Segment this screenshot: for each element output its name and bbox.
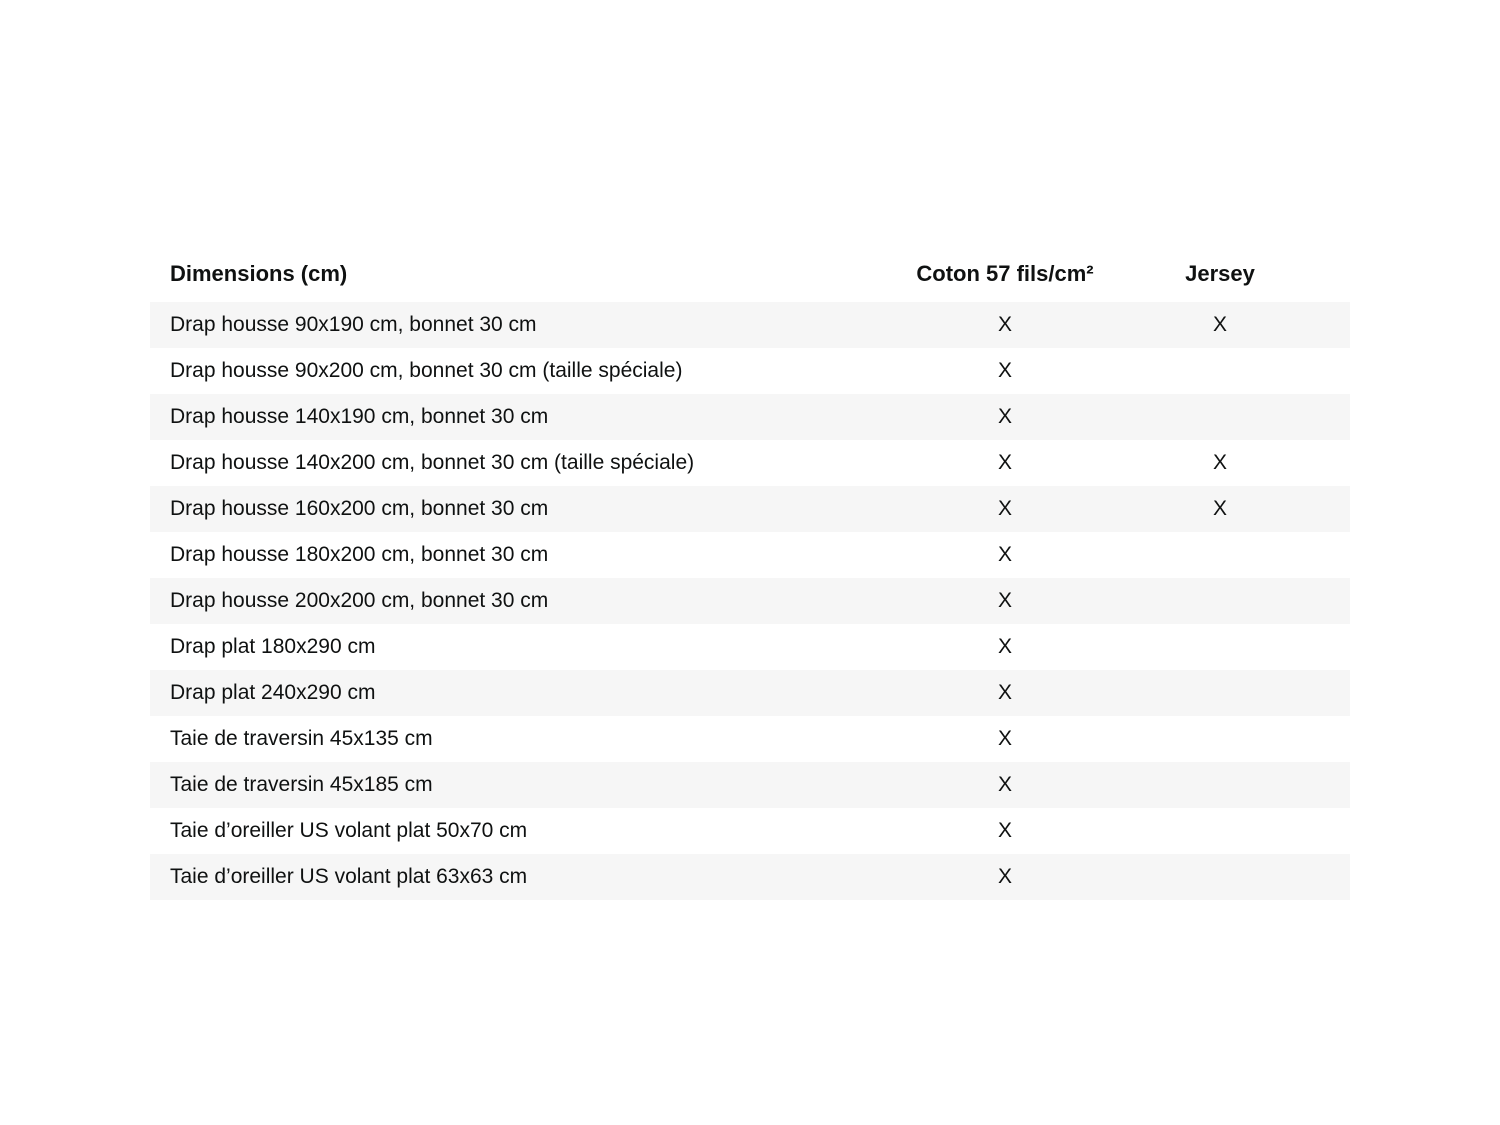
size-comparison-table (150, 246, 1350, 900)
jersey-mark-cell: X (1212, 313, 1227, 336)
table-row (150, 854, 1350, 900)
table-row (150, 348, 1350, 394)
spacer-cell (1290, 440, 1350, 486)
dimension-cell: Taie d’oreiller US volant plat 63x63 cm (170, 865, 528, 888)
header-spacer (1290, 246, 1350, 302)
spacer-cell (1290, 532, 1350, 578)
dimension-cell: Taie d’oreiller US volant plat 50x70 cm (170, 819, 528, 842)
jersey-mark-cell (1150, 394, 1290, 440)
coton-mark-cell: X (997, 451, 1012, 474)
table-row (150, 302, 1350, 348)
spacer-cell (1290, 486, 1350, 532)
table-row (150, 808, 1350, 854)
jersey-mark-cell: X (1212, 497, 1227, 520)
coton-mark-cell: X (997, 727, 1012, 750)
dimension-cell: Drap plat 180x290 cm (170, 635, 376, 658)
dimension-cell: Drap housse 90x200 cm, bonnet 30 cm (taille spéciale) (170, 359, 683, 382)
spacer-cell (1290, 578, 1350, 624)
header-jersey: Jersey (1185, 261, 1255, 286)
table-row (150, 532, 1350, 578)
dimension-cell: Drap housse 160x200 cm, bonnet 30 cm (170, 497, 549, 520)
dimension-cell: Drap housse 180x200 cm, bonnet 30 cm (170, 543, 549, 566)
table-row (150, 486, 1350, 532)
table-header-row (150, 246, 1350, 302)
table-row (150, 670, 1350, 716)
jersey-mark-cell (1150, 762, 1290, 808)
coton-mark-cell: X (997, 543, 1012, 566)
dimension-cell: Drap housse 140x190 cm, bonnet 30 cm (170, 405, 549, 428)
coton-mark-cell: X (997, 635, 1012, 658)
spacer-cell (1290, 394, 1350, 440)
dimension-cell: Drap plat 240x290 cm (170, 681, 376, 704)
coton-mark-cell: X (997, 313, 1012, 336)
jersey-mark-cell (1150, 670, 1290, 716)
jersey-mark-cell (1150, 808, 1290, 854)
spacer-cell (1290, 302, 1350, 348)
spacer-cell (1290, 762, 1350, 808)
table-body (150, 302, 1350, 900)
table-row (150, 440, 1350, 486)
jersey-mark-cell (1150, 624, 1290, 670)
spacer-cell (1290, 808, 1350, 854)
jersey-mark-cell (1150, 532, 1290, 578)
jersey-mark-cell (1150, 854, 1290, 900)
coton-mark-cell: X (997, 773, 1012, 796)
dimension-cell: Drap housse 140x200 cm, bonnet 30 cm (taille spéciale) (170, 451, 695, 474)
dimension-cell: Drap housse 200x200 cm, bonnet 30 cm (170, 589, 549, 612)
table-row (150, 624, 1350, 670)
coton-mark-cell: X (997, 359, 1012, 382)
spacer-cell (1290, 348, 1350, 394)
coton-mark-cell: X (997, 589, 1012, 612)
table-row (150, 762, 1350, 808)
coton-mark-cell: X (997, 681, 1012, 704)
coton-mark-cell: X (997, 405, 1012, 428)
table-row (150, 578, 1350, 624)
spacer-cell (1290, 716, 1350, 762)
dimension-cell: Drap housse 90x190 cm, bonnet 30 cm (170, 313, 537, 336)
dimension-cell: Taie de traversin 45x185 cm (170, 773, 433, 796)
header-coton: Coton 57 fils/cm² (916, 261, 1094, 286)
table-row (150, 394, 1350, 440)
dimension-cell: Taie de traversin 45x135 cm (170, 727, 433, 750)
coton-mark-cell: X (997, 819, 1012, 842)
header-dimensions: Dimensions (cm) (170, 261, 348, 286)
jersey-mark-cell (1150, 716, 1290, 762)
jersey-mark-cell (1150, 348, 1290, 394)
spacer-cell (1290, 670, 1350, 716)
jersey-mark-cell: X (1212, 451, 1227, 474)
coton-mark-cell: X (997, 865, 1012, 888)
coton-mark-cell: X (997, 497, 1012, 520)
spacer-cell (1290, 624, 1350, 670)
spacer-cell (1290, 854, 1350, 900)
jersey-mark-cell (1150, 578, 1290, 624)
table-row (150, 716, 1350, 762)
